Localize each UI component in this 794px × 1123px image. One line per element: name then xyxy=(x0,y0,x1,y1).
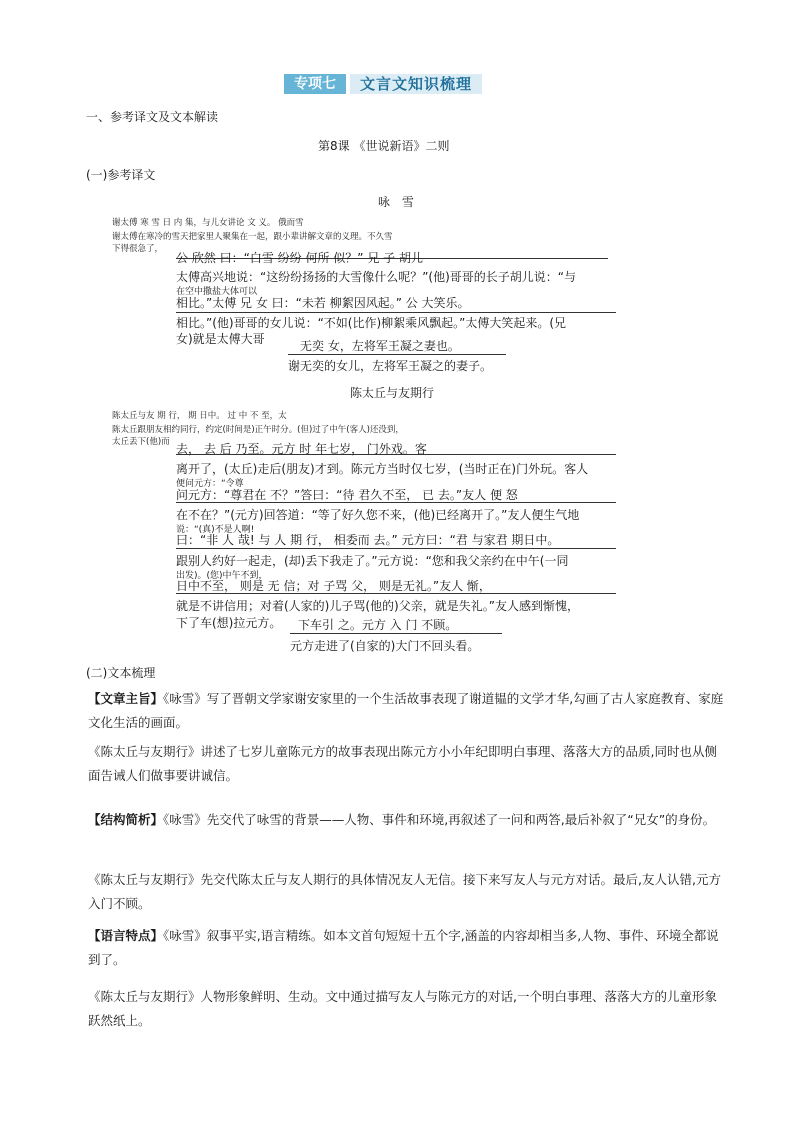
paragraph-structure xyxy=(88,808,728,832)
paragraph-label: 【语言特点】 xyxy=(88,928,164,943)
poem2-orig-line5: 日中不至， 则是 无 信；对 子骂 父， 则是无礼。”友人 惭， xyxy=(176,579,491,593)
poem2-trans-line5b: 下了车(想)拉元方。 xyxy=(176,616,282,630)
paragraph-theme xyxy=(88,687,728,735)
section-one-heading: 一、参考译文及文本解读 xyxy=(86,110,219,124)
poem1-trans-line1: 谢太傅在寒冷的雪天把家里人聚集在一起，跟小辈讲解文章的义理。不久雪 xyxy=(112,232,393,242)
poem2-title: 陈太丘与友期行 xyxy=(350,386,435,400)
section-banner xyxy=(284,74,482,94)
poem1-trans-line2: 太傅高兴地说：“这纷纷扬扬的大雪像什么呢？”(他)哥哥的长子胡儿说：“与 xyxy=(176,270,577,284)
poem2-orig-line1: 陈太丘与友 期 行， 期 日中。 过 中 不 至，太 xyxy=(112,411,287,421)
paragraph-text: 《陈太丘与友期行》先交代陈太丘与友人期行的具体情况友人无信。接下来写友人与元方对话。最后,友人认错,元方入门不顾。 xyxy=(88,872,721,911)
paragraph-label: 【结构简析】 xyxy=(88,812,164,827)
banner-title: 文言文知识梳理 xyxy=(350,74,482,94)
paragraph-text: 《咏雪》先交代了咏雪的背景——人物、事件和环境,再叙述了一问和两答,最后补叙了“兄女”的身份。 xyxy=(163,812,716,827)
divider xyxy=(288,354,506,355)
paragraph-text: 《咏雪》叙事平实,语言精练。如本文首句短短十五个字,涵盖的内容却相当多,人物、事件、环境全都说到了。 xyxy=(88,928,719,967)
poem2-trans-line2b: 便问元方：“令尊 xyxy=(176,479,244,489)
poem2-orig-line4: 曰：“非 人 哉! 与 人 期 行， 相委而 去。” 元方曰：“君 与家君 期日中。 xyxy=(176,533,560,547)
poem2-orig-line3: 问元方：“尊君在 不？”答曰：“待 君久不至， 已 去。”友人 便 怒 xyxy=(176,488,518,502)
paragraph-text: 《陈太丘与友期行》讲述了七岁儿童陈元方的故事表现出陈元方小小年纪即明白事理、落落大方的品质,同时也从侧面告诫人们做事要讲诚信。 xyxy=(88,744,717,783)
poem2-trans-line1: 陈太丘跟朋友相约同行，约定(时间是)正午时分。(但)过了中午(客人)还没到， xyxy=(112,425,404,435)
paragraph-label: 【文章主旨】 xyxy=(88,691,164,706)
poem2-trans-line3: 在不在？”(元方)回答道：“等了好久您不来，(他)已经离开了。”友人便生气地 xyxy=(176,508,580,522)
lesson-title: 第8课 《世说新语》二则 xyxy=(318,139,450,153)
poem2-trans-line3b: 说：“(真)不是人啊! xyxy=(176,525,255,535)
poem2-trans-line5: 就是不讲信用；对着(人家的)儿子骂(他的)父亲，就是失礼。”友人感到惭愧， xyxy=(176,599,579,613)
poem2-trans-line4: 跟别人约好一起走，(却)丢下我走了。”元方说：“您和我父亲约在中午(一同 xyxy=(176,554,569,568)
paragraph-text: 《陈太丘与友期行》人物形象鲜明、生动。文中通过描写友人与陈元方的对话,一个明白事理、落落大方的儿童形象跃然纸上。 xyxy=(88,989,717,1028)
poem2-trans-line4b: 出发)。(您)中午不到， xyxy=(176,571,268,581)
paragraph-text: 《咏雪》写了晋朝文学家谢安家里的一个生活故事表现了谢道韫的文学才华,勾画了古人家庭教育、家庭文化生活的画面。 xyxy=(88,691,724,730)
poem1-trans-line2b: 在空中撒盐大体可以 xyxy=(176,287,258,297)
poem1-trans-line3: 相比。”(他)哥哥的女儿说：“不如(比作)柳絮乘风飘起。”太傅大笑起来。(兄 xyxy=(176,316,567,330)
divider xyxy=(290,633,502,634)
poem1-trans-line3b: 女)就是太傅大哥 xyxy=(176,332,265,346)
poem2-orig-line2: 去， 去 后 乃至。元方 时 年七岁， 门外戏。客 xyxy=(176,442,427,456)
divider xyxy=(176,548,616,549)
banner-tag: 专项七 xyxy=(284,74,346,94)
poem1-orig-line1: 谢太傅 寒 雪 日 内 集，与儿女讲论 文 义。 俄而雪 xyxy=(112,218,304,228)
poem2-trans-line2: 离开了，(太丘)走后(朋友)才到。陈元方当时仅七岁，(当时正在)门外玩。客人 xyxy=(176,462,589,476)
paragraph-language xyxy=(88,924,728,972)
sub2-heading: (二)文本梳理 xyxy=(86,666,156,680)
paragraph-language-2 xyxy=(88,985,728,1033)
poem1-orig-line2: 公 欣然 曰：“白雪 纷纷 何所 似？” 兄 子 胡儿 xyxy=(176,251,423,265)
sub1-heading: (一)参考译文 xyxy=(86,168,156,182)
poem2-trans-line1b: 太丘丢下(他)而 xyxy=(112,437,170,447)
divider xyxy=(176,312,616,313)
poem1-orig-line3: 相比。”太傅 兄 女 曰：“未若 柳絮因风起。” 公 大笑乐。 xyxy=(176,296,470,310)
poem2-trans-line6: 元方走进了(自家的)大门不回头看。 xyxy=(290,639,480,653)
poem1-orig-line4: 无奕 女，左将军王凝之妻也。 xyxy=(300,339,460,353)
poem1-trans-line4: 谢无奕的女儿，左将军王凝之的妻子。 xyxy=(288,359,493,373)
poem1-trans-line1b: 下得很急了， xyxy=(112,244,164,254)
poem1-title: 咏 雪 xyxy=(378,195,418,209)
poem2-orig-line6: 下车引 之。元方 入 门 不顾。 xyxy=(298,618,458,632)
paragraph-theme-2 xyxy=(88,740,728,788)
paragraph-structure-2 xyxy=(88,868,728,916)
